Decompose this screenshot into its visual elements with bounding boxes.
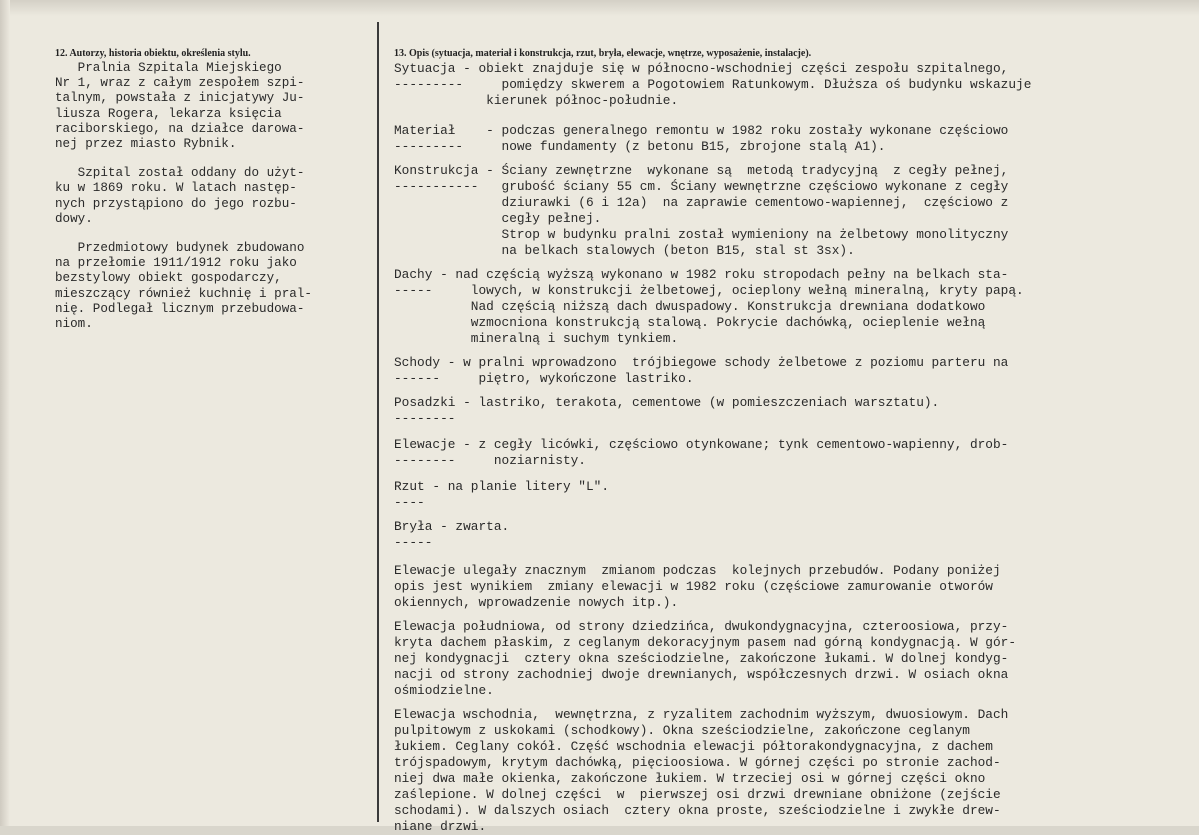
section-13-body <box>394 61 1184 835</box>
text-line: Elewacja wschodnia, wewnętrzna, z ryzalitem zachodnim wyższym, dwuosiowym. Dach <box>394 707 1009 722</box>
text-line: Bryła - zwarta. <box>394 519 510 534</box>
text-line: ------ piętro, wykończone lastriko. <box>394 371 694 386</box>
text-line: nacji od strony zachodniej dwoje drewnianych, współczesnych drzwi. W osiach okna <box>394 667 1009 682</box>
text-line: Elewacje - z cegły licówki, częściowo otynkowane; tynk cementowo-wapienny, drob- <box>394 437 1009 452</box>
section-gap <box>394 611 1184 619</box>
text-line: Pralnia Szpitala Miejskiego <box>55 61 282 75</box>
text-line: ----- lowych, w konstrukcji żelbetowej, ocieplony wełną mineralną, kryty papą. <box>394 283 1024 298</box>
text-line: liusza Rogera, lekarza księcia <box>55 106 282 121</box>
text-line: Konstrukcja - Ściany zewnętrzne wykonane są metodą tradycyjną z cegły pełnej, <box>394 163 1009 178</box>
history-paragraph <box>55 166 377 227</box>
section-gap <box>394 155 1184 163</box>
text-line: Materiał - podczas generalnego remontu w 1982 roku zostały wykonane częściowo <box>394 123 1009 138</box>
text-line: Nad częścią niższą dach dwuspadowy. Konstrukcja drewniana dodatkowo <box>394 299 986 314</box>
section-gap <box>394 347 1184 355</box>
text-line: raciborskiego, na działce darowa- <box>55 121 305 136</box>
text-line: Strop w budynku pralni został wymieniony na żelbetowy monolityczny <box>394 227 1009 242</box>
description-section <box>394 61 1184 109</box>
section-12-body <box>55 61 377 332</box>
text-line: ku w 1869 roku. W latach następ- <box>55 181 297 196</box>
text-line: mineralną i suchym tynkiem. <box>394 331 679 346</box>
description-section <box>394 619 1184 699</box>
right-column <box>394 47 1184 835</box>
description-section <box>394 563 1184 611</box>
text-line: schodami). W dalszych osiach cztery okna proste, sześciodzielne i zwykłe drew- <box>394 803 1001 818</box>
text-line: niane drzwi. <box>394 819 487 834</box>
text-line: nej przez miasto Rybnik. <box>55 137 237 152</box>
text-line: dziurawki (6 i 12a) na zaprawie cementowo-wapiennej, częściowo z <box>394 195 1009 210</box>
text-line: opis jest wynikiem zmiany elewacji w 1982 roku (częściowe zamurowanie otworów <box>394 579 993 594</box>
text-line: niom. <box>55 317 93 332</box>
page-edge-left <box>0 0 10 826</box>
text-line: bezstylowy obiekt gospodarczy, <box>55 271 282 286</box>
section-gap <box>394 427 1184 437</box>
description-section <box>394 437 1184 469</box>
page-edge-top <box>0 0 1199 16</box>
text-line: Elewacje ulegały znacznym zmianom podczas kolejnych przebudów. Podany poniżej <box>394 563 1001 578</box>
text-line: Przedmiotowy budynek zbudowano <box>55 241 305 256</box>
text-line: zaślepione. W dolnej części w pierwszej osi drzwi drewniane obniżone (zejście <box>394 787 1001 802</box>
history-paragraph <box>55 241 377 332</box>
section-13-header: 13. Opis (sytuacja, materiał i konstrukcja, rzut, bryła, elewacje, wnętrze, wyposażenie, instalacje). <box>394 48 812 59</box>
text-line: Nr 1, wraz z całym zespołem szpi- <box>55 76 305 91</box>
text-line: trójspadowym, krytym dachówką, pięcioosiowa. W górnej części po stronie zachod- <box>394 755 1001 770</box>
description-section <box>394 479 1184 511</box>
section-gap <box>394 387 1184 395</box>
paragraph-gap <box>55 227 377 241</box>
text-line: ----------- grubość ściany 55 cm. Ściany wewnętrzne częściowo wykonane z cegły <box>394 179 1009 194</box>
text-line: --------- pomiędzy skwerem a Pogotowiem Ratunkowym. Dłuższa oś budynku wskazuje <box>394 77 1032 92</box>
text-line: nię. Podlegał licznym przebudowa- <box>55 301 305 316</box>
text-line: okiennych, wprowadzenie nowych itp.). <box>394 595 679 610</box>
text-line: cegły pełnej. <box>394 211 602 226</box>
text-line: dowy. <box>55 211 93 226</box>
column-divider <box>377 22 379 822</box>
section-gap <box>394 259 1184 267</box>
text-line: nej kondygnacji cztery okna sześciodzielne, zakończone łukami. W dolnej kondyg- <box>394 651 1009 666</box>
section-gap <box>394 699 1184 707</box>
text-line: Elewacja południowa, od strony dziedzińca, dwukondygnacyjna, czteroosiowa, przy- <box>394 619 1009 634</box>
section-gap <box>394 551 1184 563</box>
description-section <box>394 267 1184 347</box>
text-line: --------- nowe fundamenty (z betonu B15, zbrojone stalą A1). <box>394 139 886 154</box>
text-line: Dachy - nad częścią wyższą wykonano w 1982 roku stropodach pełny na belkach sta- <box>394 267 1009 282</box>
text-line: talnym, powstała z inicjatywy Ju- <box>55 91 305 106</box>
text-line: -------- <box>394 411 456 426</box>
description-section <box>394 355 1184 387</box>
left-column <box>55 47 377 332</box>
description-section <box>394 163 1184 259</box>
text-line: ---- <box>394 495 425 510</box>
text-line: Rzut - na planie litery "L". <box>394 479 610 494</box>
text-line: nych przystąpiono do jego rozbu- <box>55 196 297 211</box>
text-line: Szpital został oddany do użyt- <box>55 166 305 181</box>
section-gap <box>394 109 1184 123</box>
text-line: -------- noziarnisty. <box>394 453 586 468</box>
text-line: niej dwa małe okienka, zakończone łukiem. W trzeciej osi w górnej części okno <box>394 771 986 786</box>
text-line: ----- <box>394 535 433 550</box>
text-line: pulpitowym z uskokami (schodkowy). Okna sześciodzielne, zakończone ceglanym <box>394 723 970 738</box>
text-line: ośmiodzielne. <box>394 683 494 698</box>
text-line: na przełomie 1911/1912 roku jako <box>55 256 297 271</box>
description-section <box>394 123 1184 155</box>
text-line: łukiem. Ceglany cokół. Część wschodnia elewacji półtorakondygnacyjna, z dachem <box>394 739 993 754</box>
text-line: Posadzki - lastriko, terakota, cementowe (w pomieszczeniach warsztatu). <box>394 395 940 410</box>
text-line: wzmocniona konstrukcją stalową. Pokrycie dachówką, ocieplenie wełną <box>394 315 986 330</box>
description-section <box>394 519 1184 551</box>
text-line: Sytuacja - obiekt znajduje się w północno-wschodniej części zespołu szpitalnego, <box>394 61 1009 76</box>
section-gap <box>394 511 1184 519</box>
description-section <box>394 707 1184 835</box>
text-line: na belkach stalowych (beton B15, stal st 3sx). <box>394 243 855 258</box>
paragraph-gap <box>55 152 377 166</box>
section-gap <box>394 469 1184 479</box>
text-line: kierunek północ-południe. <box>394 93 679 108</box>
text-line: mieszczący również kuchnię i pral- <box>55 286 312 301</box>
history-paragraph <box>55 61 377 152</box>
section-12-header: 12. Autorzy, historia obiektu, określenia stylu. <box>55 48 251 59</box>
description-section <box>394 395 1184 427</box>
text-line: Schody - w pralni wprowadzono trójbiegowe schody żelbetowe z poziomu parteru na <box>394 355 1009 370</box>
text-line: kryta dachem płaskim, z ceglanym dekoracyjnym pasem nad górną kondygnacją. W gór- <box>394 635 1017 650</box>
